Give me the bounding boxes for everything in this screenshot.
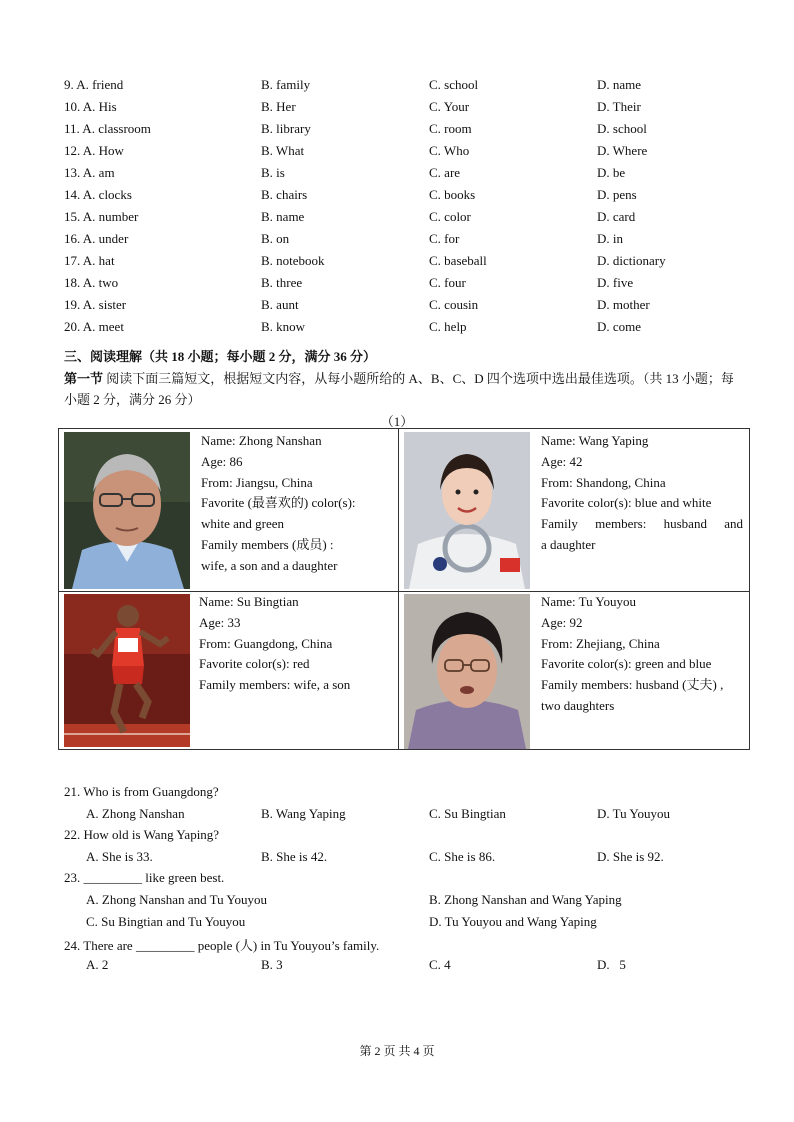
card-family-values: a daughter <box>541 536 596 552</box>
option-a: 20. A. meet <box>64 319 124 334</box>
card-from: From: Jiangsu, China <box>201 474 313 490</box>
option-c: C. cousin <box>429 297 479 312</box>
card-color: Favorite color(s): red <box>199 656 310 672</box>
option-c: C. books <box>429 187 476 202</box>
page-footer: 第 2 页 共 4 页 <box>359 1044 435 1058</box>
question-24-options <box>0 957 794 979</box>
option-c: C. for <box>429 231 460 246</box>
card-age: Age: 92 <box>541 614 583 630</box>
word: Family <box>541 516 578 532</box>
card-su-bingtian <box>199 592 350 696</box>
option-c: C. school <box>429 77 479 92</box>
option-b: B. Wang Yaping <box>261 806 346 821</box>
option-a: A. She is 33. <box>86 849 153 864</box>
option-a: 13. A. am <box>64 165 115 180</box>
option-d: D. pens <box>597 187 637 202</box>
option-d: D. be <box>597 165 626 180</box>
option-c: C. baseball <box>429 253 487 268</box>
option-row <box>0 319 794 341</box>
card-color-values: white and green <box>201 516 285 532</box>
option-d: D. name <box>597 77 642 92</box>
card-color: Favorite color(s): green and blue <box>541 656 712 672</box>
section-instruction <box>64 368 744 410</box>
option-row <box>0 165 794 187</box>
option-row <box>0 253 794 275</box>
card-family: Family members: husband (丈夫) , <box>541 677 724 693</box>
option-d: D. dictionary <box>597 253 666 268</box>
option-a: 18. A. two <box>64 275 119 290</box>
wang-yaping-photo <box>404 432 530 589</box>
option-d: D. five <box>597 275 634 290</box>
option-b: B. aunt <box>261 297 299 312</box>
question-22-options <box>0 849 794 871</box>
question-22-stem: 22. How old is Wang Yaping? <box>64 827 220 842</box>
option-b: B. Her <box>261 99 296 114</box>
card-family: Family members: wife, a son <box>199 677 351 693</box>
option-d: D. Their <box>597 99 641 114</box>
passage-number: （1） <box>380 414 414 429</box>
card-wang-yaping <box>541 431 743 556</box>
zhong-nanshan-photo <box>64 432 190 589</box>
option-b: B. chairs <box>261 187 308 202</box>
word: husband <box>663 516 707 532</box>
card-tu-youyou <box>541 592 723 717</box>
part-label: 第一节 <box>64 371 104 386</box>
option-row <box>0 121 794 143</box>
section-title: 三、阅读理解（共 18 小题；每小题 2 分，满分 36 分） <box>64 349 377 364</box>
question-21-options <box>0 806 794 828</box>
option-d: D. Tu Youyou <box>597 806 670 821</box>
card-zhong-nanshan <box>201 431 356 577</box>
option-c: C. Who <box>429 143 470 158</box>
option-b: B. know <box>261 319 306 334</box>
card-family <box>541 514 743 535</box>
option-b: B. family <box>261 77 311 92</box>
option-c: C. help <box>429 319 467 334</box>
option-b: B. What <box>261 143 305 158</box>
option-a: 10. A. His <box>64 99 117 114</box>
card-name: Name: Zhong Nanshan <box>201 433 322 448</box>
card-from: From: Shandong, China <box>541 474 666 490</box>
card-name: Name: Wang Yaping <box>541 433 649 448</box>
option-row <box>0 209 794 231</box>
option-row <box>0 187 794 209</box>
option-b: B. She is 42. <box>261 849 328 864</box>
word: members: <box>595 516 647 532</box>
option-row <box>0 143 794 165</box>
card-color: Favorite color(s): blue and white <box>541 495 712 511</box>
option-a: 12. A. How <box>64 143 124 158</box>
option-c: C. are <box>429 165 461 180</box>
option-d: D. school <box>597 121 647 136</box>
option-d: D. Tu Youyou and Wang Yaping <box>429 914 597 929</box>
option-row <box>0 99 794 121</box>
option-d: D. mother <box>597 297 650 312</box>
option-d: D. 5 <box>597 957 626 972</box>
card-name: Name: Su Bingtian <box>199 594 299 609</box>
question-21-stem: 21. Who is from Guangdong? <box>64 784 219 799</box>
option-c: C. She is 86. <box>429 849 496 864</box>
option-a: 19. A. sister <box>64 297 127 312</box>
option-row <box>0 275 794 297</box>
option-a: 16. A. under <box>64 231 129 246</box>
option-c: C. four <box>429 275 466 290</box>
question-23-stem: 23. _________ like green best. <box>64 870 225 885</box>
su-bingtian-photo <box>64 594 190 747</box>
card-family-values: wife, a son and a daughter <box>201 557 338 573</box>
card-from: From: Guangdong, China <box>199 635 333 651</box>
option-c: C. 4 <box>429 957 451 972</box>
card-family: Family members (成员) : <box>201 536 334 552</box>
option-a: 11. A. classroom <box>64 121 151 136</box>
option-a: 9. A. friend <box>64 77 124 92</box>
option-a: A. Zhong Nanshan <box>86 806 185 821</box>
tu-youyou-photo <box>404 594 530 749</box>
option-a: A. Zhong Nanshan and Tu Youyou <box>86 892 267 907</box>
profile-table <box>58 428 750 750</box>
question-24-stem: 24. There are _________ people (人) in Tu Youyou’s family. <box>64 938 380 953</box>
option-row <box>0 297 794 319</box>
card-age: Age: 33 <box>199 614 241 630</box>
instruction-text: 阅读下面三篇短文，根据短文内容，从每小题所给的 A、B、C、D 四个选项中选出最佳选项。（共 13 小题；每小题 2 分，满分 26 分） <box>64 371 734 407</box>
option-d: D. She is 92. <box>597 849 664 864</box>
option-b: B. notebook <box>261 253 325 268</box>
card-from: From: Zhejiang, China <box>541 635 660 651</box>
option-a: 14. A. clocks <box>64 187 132 202</box>
option-row <box>0 77 794 99</box>
table-divider-vertical <box>398 429 399 749</box>
option-row <box>0 231 794 253</box>
option-a: 15. A. number <box>64 209 139 224</box>
card-family-values: two daughters <box>541 697 615 713</box>
card-name: Name: Tu Youyou <box>541 594 637 609</box>
option-d: D. card <box>597 209 636 224</box>
option-d: D. in <box>597 231 623 246</box>
option-a: 17. A. hat <box>64 253 115 268</box>
option-b: B. Zhong Nanshan and Wang Yaping <box>429 892 622 907</box>
question-23-options-ab <box>0 892 794 914</box>
card-age: Age: 86 <box>201 453 243 469</box>
word: and <box>724 516 743 532</box>
option-c: C. Su Bingtian <box>429 806 506 821</box>
option-c: C. room <box>429 121 472 136</box>
option-d: D. come <box>597 319 642 334</box>
option-b: B. three <box>261 275 303 290</box>
option-a: A. 2 <box>86 957 109 972</box>
question-23-options-cd <box>0 914 794 936</box>
option-c: C. Su Bingtian and Tu Youyou <box>86 914 246 929</box>
option-b: B. on <box>261 231 290 246</box>
option-d: D. Where <box>597 143 648 158</box>
option-b: B. is <box>261 165 285 180</box>
option-c: C. Your <box>429 99 470 114</box>
option-b: B. name <box>261 209 305 224</box>
option-c: C. color <box>429 209 471 224</box>
card-color: Favorite (最喜欢的) color(s): <box>201 495 356 511</box>
option-b: B. library <box>261 121 311 136</box>
card-age: Age: 42 <box>541 453 583 469</box>
option-b: B. 3 <box>261 957 283 972</box>
